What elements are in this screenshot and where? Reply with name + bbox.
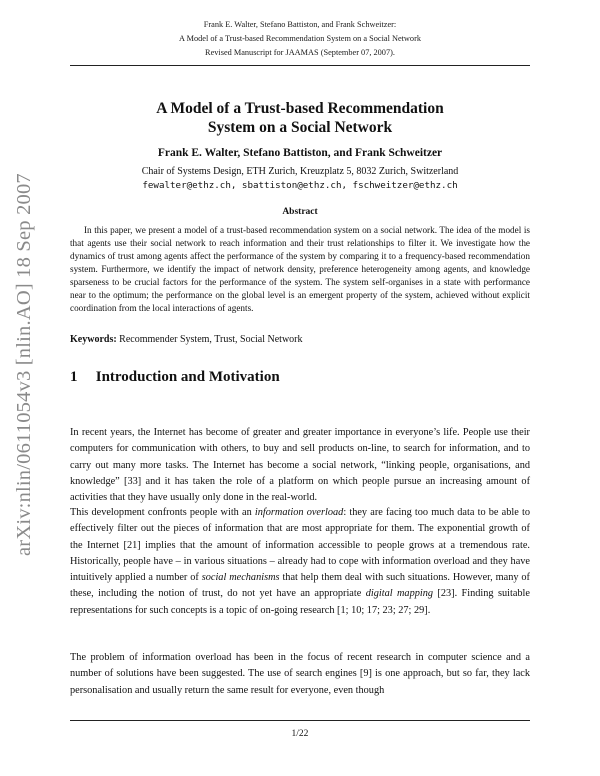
page-number: 1/22 (291, 729, 309, 739)
emphasis-information-overload: information overload (254, 507, 344, 518)
paper-title-line-1: A Model of a Trust-based Recommendation (156, 100, 444, 117)
section-title: Introduction and Motivation (95, 369, 280, 385)
keywords-text: Recommender System, Trust, Social Network (119, 334, 303, 345)
footer-rule (70, 720, 530, 721)
paragraph-2 (70, 505, 530, 619)
paragraph-2-part-c: that help them deal with such situations. However, many of these, including the notion of trust, do not yet have an appropriate (70, 572, 530, 600)
arxiv-side-stamp: arXiv:nlin/0611054v3 [nlin.AO] 18 Sep 2007 (13, 173, 35, 556)
running-header (70, 18, 530, 60)
paragraph-2-part-d: [23]. Finding suitable representations for such concepts is a topic of on-going research [1; 10; 17; 23; 27; 29]. (70, 588, 530, 616)
header-revision-line: Revised Manuscript for JAAMAS (September 07, 2007). (205, 48, 395, 57)
header-rule (70, 65, 530, 66)
keywords-label: Keywords: (70, 334, 117, 345)
section-number: 1 (70, 369, 78, 385)
abstract-text: In this paper, we present a model of a trust-based recommendation system on a social network. The idea of the model is that agents use their social network to reach information and their trust relationships to filter it. We investigate how the dynamics of trust among agents affect the performance of the system by comparing it to a frequency-based recommendation system. Furthermore, we identify the impact of network density, preference heterogeneity among agents, and knowledge sparseness to be crucial factors for the performance of the system. The system self-organises in a state with performance near to the optimum; the performance on the global level is an emergent property of the system, achieved without explicit coordination from the local interactions of agents. (70, 225, 530, 313)
emphasis-social-mechanisms: social mechanisms (201, 572, 280, 584)
section-heading (70, 369, 530, 386)
paragraph-3: The problem of information overload has been in the focus of recent research in computer science and a number of solutions have been suggested. The use of search engines [9] is one approach, but so far, they lack personalisation and usually return the same result for everyone, even though (70, 652, 530, 696)
header-authors-line: Frank E. Walter, Stefano Battiston, and Frank Schweitzer: (203, 20, 397, 29)
emphasis-digital-mapping: digital mapping (365, 588, 434, 600)
affiliation: Chair of Systems Design, ETH Zurich, Kreuzplatz 5, 8032 Zurich, Switzerland (141, 166, 459, 177)
paper-authors: Frank E. Walter, Stefano Battiston, and Frank Schweitzer (157, 147, 443, 159)
paper-title-line-2: System on a Social Network (207, 119, 393, 136)
author-emails: fewalter@ethz.ch, sbattiston@ethz.ch, fschweitzer@ethz.ch (142, 180, 458, 191)
paragraph-1: In recent years, the Internet has become of greater and greater importance in everyone’s life. People use their computers for communication with others, to buy and sell products on-line, to search for information, and to carry out many more tasks. The Internet has become a social network, “linking people, organisations, and knowledge” [33] and it has taken the role of a platform on which people pursue an increasing amount of activities that they have usually only done in the real-world. (70, 427, 530, 504)
keywords (70, 334, 530, 345)
paragraph-2-part-a: This development confronts people with an (70, 507, 255, 518)
abstract-heading: Abstract (282, 207, 318, 217)
paper-title (70, 99, 530, 137)
header-title-line: A Model of a Trust-based Recommendation System on a Social Network (179, 34, 421, 43)
paragraph-2-part-b: : they are facing too much data to be able to effectively filter out the pieces of information that are most appropriate for them. The exponential growth of the Internet [21] implies that the amount of information accessible to people grows at a tremendous rate. Historically, people have – in various situations – already had to cope with information overload and they have intuitively applied a number of (70, 507, 531, 584)
